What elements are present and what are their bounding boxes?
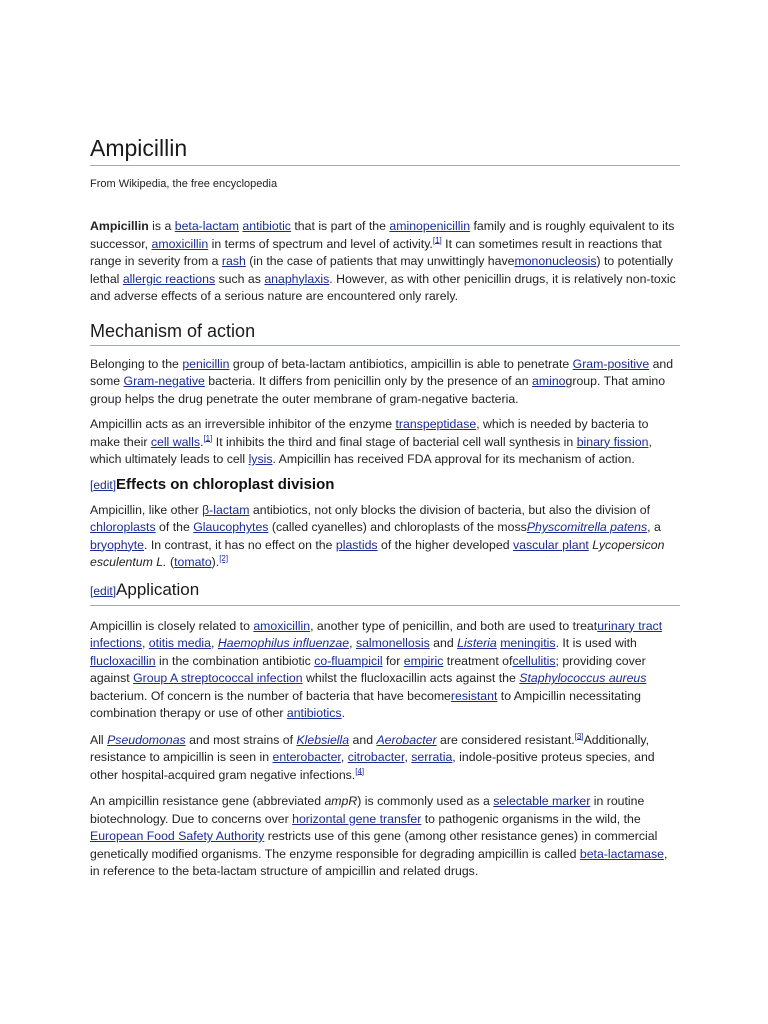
link-horizontal-gene-transfer[interactable]: horizontal gene transfer	[292, 811, 422, 826]
link-antibiotic[interactable]: antibiotic	[242, 219, 291, 233]
text: in the combination antibiotic	[155, 653, 315, 668]
text: It can sometimes result in reactions that range in severity from a	[90, 236, 662, 268]
link-haemophilus[interactable]	[218, 636, 349, 650]
text: .	[341, 706, 345, 720]
text: ,	[211, 636, 218, 650]
text: . In contrast, it has no effect on the	[144, 537, 336, 552]
link-text: Physcomitrella patens	[526, 520, 648, 534]
link-bryophyte[interactable]: bryophyte	[90, 537, 145, 552]
text: Ampicillin acts as an irreversible inhibitor of the enzyme	[90, 417, 396, 431]
text: ,	[404, 750, 412, 764]
text: , in reference to the beta-lactam structure of ampicillin and related drugs.	[90, 846, 668, 878]
link-resistant[interactable]: resistant	[450, 688, 498, 703]
link-text: Klebsiella	[296, 732, 350, 747]
link-allergic-reactions[interactable]: allergic reactions	[122, 271, 216, 286]
link-serratia[interactable]: serratia	[411, 750, 453, 764]
heading-text: Effects on chloroplast division	[116, 475, 335, 493]
text: treatment of	[443, 653, 513, 668]
link-otitis-media[interactable]: otitis media	[148, 636, 211, 650]
link-text: Listeria	[457, 636, 497, 650]
chloroplast-paragraph	[90, 502, 680, 572]
link-vascular-plant[interactable]: vascular plant	[512, 537, 589, 552]
reference-link[interactable]: [3]	[574, 731, 584, 741]
link-glaucophytes[interactable]: Glaucophytes	[193, 520, 269, 534]
text: , another type of penicillin, and both are used to treat	[310, 618, 598, 633]
link-text: Haemophilus influenzae	[217, 636, 350, 650]
link-staphylococcus[interactable]	[519, 671, 646, 685]
text: Ampicillin is closely related to	[90, 618, 254, 633]
link-amoxicillin[interactable]: amoxicillin	[151, 236, 209, 251]
text: group of beta-lactam antibiotics, ampicillin is able to penetrate	[229, 356, 573, 371]
text: for	[382, 653, 404, 668]
text: to pathogenic organisms in the wild, the	[421, 811, 641, 826]
reference-link[interactable]: [1]	[203, 433, 213, 443]
link-aerobacter[interactable]	[376, 733, 436, 747]
edit-link-label[interactable]: edit	[93, 583, 113, 598]
link-rash[interactable]: rash	[221, 254, 246, 268]
text: , indole-positive proteus species, and other hospital-acquired gram negative infections.	[90, 750, 655, 782]
text: ).	[211, 555, 220, 569]
application-paragraph-2	[90, 732, 680, 785]
link-beta-lactam[interactable]: beta-lactam	[174, 219, 239, 233]
site-tagline: From Wikipedia, the free encyclopedia	[90, 178, 278, 190]
application-paragraph-1	[90, 618, 680, 723]
link-lysis[interactable]: lysis	[248, 452, 273, 466]
link-cell-walls[interactable]: cell walls	[150, 434, 201, 449]
text: in routine biotechnology. Due to concerns over	[90, 794, 645, 826]
link-beta-lactamase[interactable]: beta-lactamase	[579, 846, 664, 861]
text: ; providing cover against	[90, 653, 646, 685]
text: and some	[90, 356, 674, 388]
link-antibiotics[interactable]: antibiotics	[286, 706, 342, 720]
link-pseudomonas[interactable]	[107, 733, 186, 747]
text: ,	[340, 750, 348, 764]
text: ,	[141, 636, 149, 650]
mechanism-paragraph-2	[90, 416, 680, 469]
link-anaphylaxis[interactable]: anaphylaxis	[264, 271, 330, 286]
link-physcomitrella[interactable]	[527, 520, 647, 534]
link-binary-fission[interactable]: binary fission	[576, 434, 649, 449]
text: whilst the flucloxacillin acts against the	[302, 671, 520, 685]
link-empiric[interactable]: empiric	[403, 653, 444, 668]
text: that is part of the	[290, 219, 390, 233]
text: of the	[155, 520, 194, 534]
text: , which ultimately leads to cell	[90, 434, 652, 466]
link-plastids[interactable]: plastids	[335, 537, 378, 552]
link-salmonellosis[interactable]: salmonellosis	[355, 636, 430, 650]
text: and	[429, 636, 458, 650]
link-citrobacter[interactable]: citrobacter	[347, 750, 405, 764]
link-transpeptidase[interactable]: transpeptidase	[395, 417, 477, 431]
link-group-a-strep[interactable]: Group A streptococcal infection	[133, 671, 303, 685]
text: (	[166, 555, 175, 569]
text: Belonging to the	[90, 356, 183, 371]
edit-link-label[interactable]: edit	[93, 477, 113, 492]
link-amoxicillin[interactable]: amoxicillin	[253, 618, 311, 633]
link-meningitis[interactable]: meningitis	[500, 636, 556, 650]
text: are considered resistant.	[436, 732, 575, 747]
text: and	[349, 732, 377, 747]
section-heading-application	[90, 578, 680, 606]
text: of the higher developed	[377, 537, 513, 552]
text: , which is needed by bacteria to make their	[90, 417, 649, 449]
text: (called cyanelles) and chloroplasts of the moss	[268, 520, 527, 534]
reference-link[interactable]: [4]	[355, 766, 365, 776]
text: . Ampicillin has received FDA approval for its mechanism of action.	[272, 452, 635, 466]
text: is a	[148, 219, 175, 233]
link-listeria[interactable]	[457, 636, 497, 650]
link-penicillin[interactable]: penicillin	[182, 356, 230, 371]
text: bacteria. It differs from penicillin only by the presence of an	[204, 374, 533, 388]
application-paragraph-3	[90, 793, 680, 881]
article-term: Ampicillin	[90, 219, 149, 233]
link-tomato[interactable]: tomato	[174, 555, 212, 569]
reference-link[interactable]: [1]	[432, 235, 442, 245]
text: ) to potentially lethal	[90, 254, 674, 286]
page-title: Ampicillin	[90, 132, 680, 166]
edit-link[interactable]: [edit]	[90, 477, 117, 492]
text: bacterium. Of concern is the number of bacteria that have become	[90, 688, 451, 703]
text: family and is roughly equivalent to its successor,	[90, 219, 675, 251]
section-heading-chloroplast	[90, 474, 680, 496]
species-name: Lycopersicon esculentum L.	[90, 537, 665, 569]
text: ) is commonly used as a	[357, 794, 494, 808]
article-content	[90, 132, 680, 881]
link-gram-negative[interactable]: Gram-negative	[123, 374, 205, 388]
text: . However, as with other penicillin drugs, it is relatively non-toxic and adverse effects of a serious nature are encountered only rarely.	[90, 271, 676, 303]
text: restricts use of this gene (among other resistance genes) in commercial genetically modified organisms. The enzyme responsible for degrading ampicillin is called	[90, 829, 658, 861]
text: ,	[349, 636, 356, 650]
text: It inhibits the third and final stage of bacterial cell wall synthesis in	[212, 434, 577, 449]
link-mononucleosis[interactable]: mononucleosis	[514, 254, 597, 268]
text: An ampicillin resistance gene (abbreviated	[90, 794, 325, 808]
link-gram-positive[interactable]: Gram-positive	[572, 356, 650, 371]
text: , a	[647, 520, 661, 534]
link-efsa[interactable]: European Food Safety Authority	[90, 829, 265, 843]
link-aminopenicillin[interactable]: aminopenicillin	[389, 219, 471, 233]
link-selectable-marker[interactable]: selectable marker	[493, 794, 591, 808]
link-text: Aerobacter	[376, 732, 437, 747]
heading-text: Application	[116, 579, 200, 599]
text: Additionally, resistance to ampicillin is seen in	[90, 732, 649, 764]
link-klebsiella[interactable]	[296, 733, 349, 747]
link-text: Staphylococcus aureus	[519, 671, 647, 685]
link-chloroplasts[interactable]: chloroplasts	[90, 520, 156, 534]
link-flucloxacillin[interactable]: flucloxacillin	[90, 653, 156, 668]
link-cellulitis[interactable]: cellulitis	[512, 653, 556, 668]
edit-link[interactable]: [edit]	[90, 583, 117, 598]
intro-paragraph	[90, 218, 680, 306]
text: . It is used with	[555, 636, 637, 650]
link-co-fluampicil[interactable]: co-fluampicil	[314, 653, 383, 668]
text: .	[200, 434, 204, 449]
text: All	[90, 732, 108, 747]
reference-link[interactable]: [2]	[219, 553, 229, 563]
text: in terms of spectrum and level of activity.	[208, 236, 433, 251]
link-enterobacter[interactable]: enterobacter	[272, 750, 341, 764]
link-urinary-tract-infections[interactable]: urinary tract infections	[90, 618, 663, 650]
text: and most strains of	[185, 732, 297, 747]
link-b-lactam[interactable]: β-lactam	[202, 502, 250, 517]
text: such as	[215, 271, 265, 286]
text: antibiotics, not only blocks the division of bacteria, but also the division of	[249, 502, 651, 517]
text: to Ampicillin necessitating combination therapy or use of other	[90, 688, 641, 720]
gene-name: ampR	[324, 794, 358, 808]
text: (in the case of patients that may unwittingly have	[245, 254, 515, 268]
text: group. That amino group helps the drug penetrate the outer membrane of gram-negative bacteria.	[90, 374, 666, 406]
link-amino[interactable]: amino	[532, 374, 566, 388]
link-text: Pseudomonas	[107, 732, 186, 747]
section-heading-mechanism: Mechanism of action	[90, 319, 680, 346]
mechanism-paragraph-1	[90, 356, 680, 409]
text: Ampicillin, like other	[90, 502, 203, 517]
